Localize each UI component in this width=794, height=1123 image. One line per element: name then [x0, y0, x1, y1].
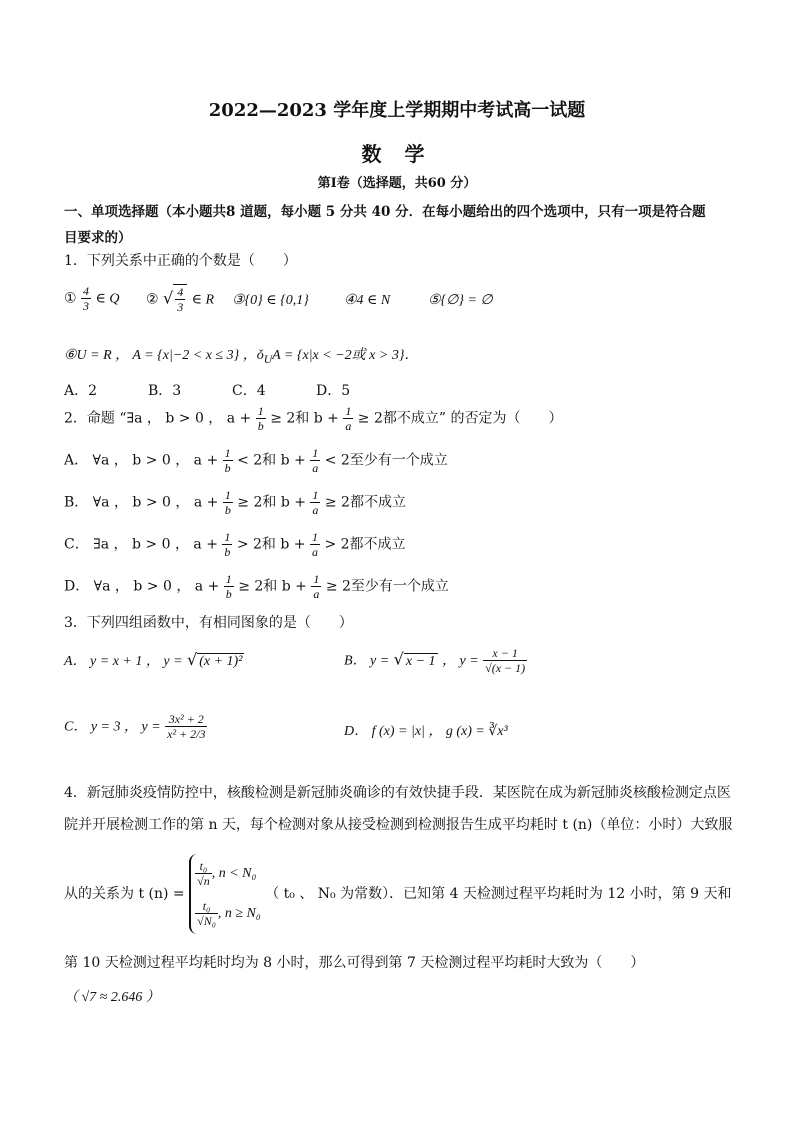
q4-line1: 4．新冠肺炎疫情防控中，核酸检测是新冠肺炎确诊的有效快捷手段．某医院在成为新冠肺炎核酸检测定点医 [64, 785, 731, 801]
q2-option-c[interactable]: C． ∃a ， b > 0 ， a + $\frac{1}{b}$ > 2和 b + $\frac{1}{a}$ > 2都不成立 [64, 530, 406, 559]
q4-formula-line: 从的关系为 t (n) = $\frac{\text{t₀}}{√n}$ , n < N₀ $\frac{\text{t₀}}{\text{√N₀}}$ , n ≥ N₀ （ t₀ 、 N₀ 为常数）．已知第 4 天检测过程平均耗时为 12 小时，第 9 天和 [64, 854, 731, 934]
q3-option-a[interactable]: A． y = x + 1 ， y = √ (x + 1)² [64, 650, 243, 669]
q3-option-d[interactable]: D． f (x) = |x| ， g (x) = ∛x³ [344, 724, 508, 739]
q1-item-1: ① $\frac{4}{3}$ ∈ Q [64, 284, 120, 313]
section-heading-line1: 一、单项选择题（本小题共8 道题，每小题 5 分共 40 分．在每小题给出的四个选项中，只有一项是符合题 [64, 204, 706, 220]
q1-item-4: ④4 ∈ N [344, 293, 391, 308]
q1-option-d[interactable]: D．5 [316, 383, 351, 399]
q2-option-a[interactable]: A． ∀a ， b > 0 ， a + $\frac{1}{b}$ < 2和 b + $\frac{1}{a}$ < 2至少有一个成立 [64, 446, 448, 475]
q1-item-1-fraction: $\frac{4}{3}$ [83, 284, 90, 313]
q1-item-3: ③{0} ∈ {0,1} [232, 293, 309, 308]
volume-label: 第Ⅰ卷（选择题，共60 分） [317, 176, 477, 191]
q1-item-2-fraction: $\frac{4}{3}$ [177, 285, 184, 314]
q2-option-d[interactable]: D． ∀a ， b > 0 ， a + $\frac{1}{b}$ ≥ 2和 b + $\frac{1}{a}$ ≥ 2至少有一个成立 [64, 572, 449, 601]
q1-stem: 1．下列关系中正确的个数是（ ） [64, 253, 297, 269]
q1-option-a[interactable]: A．2 [64, 383, 98, 399]
q3-option-c[interactable]: C． y = 3 ， y = $\frac{\text{3x² + 2}}{\text{x² + 2/3}}$ [64, 712, 206, 741]
q4-line4: 第 10 天检测过程平均耗时均为 8 小时，那么可得到第 7 天检测过程平均耗时大致为（ ） [64, 955, 645, 971]
piecewise-function: $\frac{\text{t₀}}{√n}$ , n < N₀ $\frac{\text{t₀}}{\text{√N₀}}$ , n ≥ N₀ [189, 854, 261, 934]
q2-option-b[interactable]: B． ∀a ， b > 0 ， a + $\frac{1}{b}$ ≥ 2和 b + $\frac{1}{a}$ ≥ 2都不成立 [64, 488, 406, 517]
q1-item-2: ② √ $\frac{4}{3}$ ∈ R [146, 285, 215, 314]
q3-stem: 3．下列四组函数中，有相同图象的是（ ） [64, 615, 353, 631]
section-heading-line2: 目要求的） [64, 230, 132, 246]
q4-line2: 院并开展检测工作的第 n 天，每个检测对象从接受检测到检测报告生成平均耗时 t (n)（单位：小时）大致服 [64, 817, 733, 833]
q1-item-6: ⑥U = R ， A = {x|−2 < x ≤ 3} ，$ǒ_UA = \{x|x < -2$或 x > 3}． [64, 348, 419, 366]
q4-hint: （ √7 ≈ 2.646 ） [64, 990, 160, 1005]
exam-title: 2022—2023 学年度上学期期中考试高一试题 [208, 100, 586, 121]
q3-option-b[interactable]: B． y = √ x − 1 ， y = $\frac{x - 1}{√(x - 1)}$ [344, 646, 526, 675]
q2-stem: 2．命题 “∃a ， b > 0 ， a + $\frac{1}{b}$ ≥ 2和 b + $\frac{1}{a}$ ≥ 2都不成立” 的否定为（ ） [64, 404, 563, 433]
q1-option-b[interactable]: B．3 [148, 383, 182, 399]
q1-option-c[interactable]: C．4 [232, 383, 266, 399]
q1-item-5: ⑤{∅} = ∅ [428, 293, 493, 308]
subject-title: 数 学 [361, 142, 433, 166]
